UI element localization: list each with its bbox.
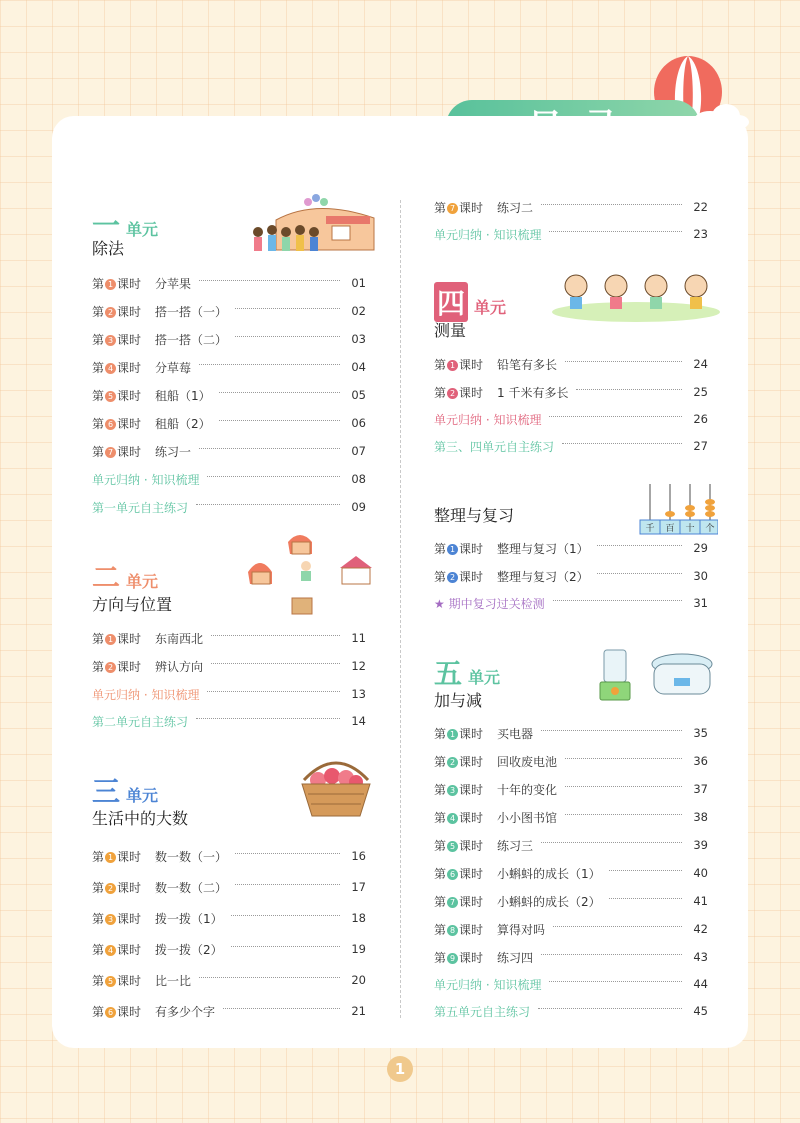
- lesson-title: 小蝌蚪的成长（1）: [497, 866, 601, 881]
- lesson-title: 1 千米有多长: [497, 385, 569, 400]
- dot-leader: [549, 981, 682, 982]
- page-number: 22: [693, 200, 708, 214]
- toc-row[interactable]: 第 6 课时 有多少个字 21: [92, 1004, 366, 1019]
- page-number: 45: [693, 1004, 708, 1018]
- lesson-title: 练习一: [155, 444, 192, 459]
- unit-2-label: 单元: [126, 572, 159, 591]
- toc-row-summary[interactable]: [434, 226, 708, 242]
- lesson-number-badge: 1: [447, 729, 458, 740]
- unit-5-heading: [434, 652, 500, 692]
- toc-row-practice[interactable]: [434, 1003, 708, 1019]
- practice-title: 第三、四单元自主练习: [434, 439, 555, 454]
- page-number: 38: [693, 810, 708, 824]
- column-divider: [400, 200, 401, 1018]
- page-number: 18: [351, 911, 366, 925]
- page-number: 20: [351, 973, 366, 987]
- page-number: 05: [351, 388, 366, 402]
- abacus-label: 十: [685, 524, 695, 534]
- dot-leader: [231, 946, 340, 947]
- dot-leader: [235, 853, 340, 854]
- toc-row[interactable]: 第 5 课时 比一比 20: [92, 973, 366, 988]
- lesson-title: 回收废电池: [497, 754, 558, 769]
- summary-title: 单元归纳 · 知识梳理: [434, 227, 542, 242]
- page-number: 24: [693, 357, 708, 371]
- dot-leader: [597, 573, 682, 574]
- toc-row[interactable]: 第 4 课时 分草莓 04: [92, 360, 366, 375]
- blender-rice-cooker-icon: [598, 648, 718, 704]
- toc-row[interactable]: 第 3 课时 拨一拨（1） 18: [92, 911, 366, 926]
- unit-2-name: 方向与位置: [92, 595, 173, 614]
- unit-4-number: 四: [434, 282, 468, 322]
- lesson-title: 搭一搭（二）: [155, 332, 228, 347]
- dot-leader: [199, 448, 340, 449]
- dot-leader: [538, 1008, 682, 1009]
- lesson-title: 租船（1）: [155, 388, 211, 403]
- toc-row[interactable]: 第 5 课时 练习三 39: [434, 838, 708, 853]
- page-number: 06: [351, 416, 366, 430]
- lesson-number-badge: 7: [447, 897, 458, 908]
- toc-row[interactable]: 第 2 课时 1 千米有多长 25: [434, 385, 708, 400]
- page-number-badge: 1: [387, 1056, 413, 1082]
- dot-leader: [207, 691, 340, 692]
- dot-leader: [231, 915, 340, 916]
- page-number: 42: [693, 922, 708, 936]
- page-number: 02: [351, 304, 366, 318]
- dot-leader: [541, 204, 682, 205]
- lesson-number-badge: 5: [105, 976, 116, 987]
- page-number: 11: [351, 631, 366, 645]
- toc-row[interactable]: 第 6 课时 小蝌蚪的成长（1） 40: [434, 866, 708, 881]
- lesson-title: 练习二: [497, 200, 534, 215]
- page-number: 17: [351, 880, 366, 894]
- lesson-number-badge: 2: [105, 662, 116, 673]
- lesson-title: 拨一拨（1）: [155, 911, 223, 926]
- lesson-number-badge: 4: [447, 813, 458, 824]
- lesson-number-badge: 1: [105, 634, 116, 645]
- unit-3-number: 三: [92, 775, 121, 808]
- page-number: 04: [351, 360, 366, 374]
- toc-row-summary[interactable]: [434, 411, 708, 427]
- lesson-title: 东南西北: [155, 631, 204, 646]
- page-number: 13: [351, 687, 366, 701]
- abacus-label: 个: [705, 524, 715, 534]
- toc-row[interactable]: 第 1 课时 整理与复习（1） 29: [434, 541, 708, 556]
- toc-row[interactable]: 第 2 课时 整理与复习（2） 30: [434, 569, 708, 584]
- lesson-number-badge: 8: [447, 925, 458, 936]
- toc-row[interactable]: 第 5 课时 租船（1） 05: [92, 388, 366, 403]
- lesson-title: 练习四: [497, 950, 534, 965]
- unit-3-name: 生活中的大数: [92, 809, 189, 828]
- toc-row-summary[interactable]: [434, 976, 708, 992]
- lesson-title: 辨认方向: [155, 659, 204, 674]
- unit-4-label: 单元: [474, 298, 507, 317]
- toc-row-practice[interactable]: [434, 438, 708, 454]
- lesson-number-badge: 2: [105, 307, 116, 318]
- houses-map-icon: [246, 532, 376, 624]
- lesson-title: 租船（2）: [155, 416, 211, 431]
- lesson-number-badge: 6: [105, 419, 116, 430]
- page-number: 14: [351, 714, 366, 728]
- dot-leader: [553, 600, 682, 601]
- dot-leader: [565, 361, 682, 362]
- midterm-test-title: ★ 期中复习过关检测: [434, 596, 545, 611]
- page-number: 40: [693, 866, 708, 880]
- lesson-number-badge: 9: [447, 953, 458, 964]
- practice-title: 第二单元自主练习: [92, 714, 189, 729]
- toc-row[interactable]: 第 1 课时 买电器 35: [434, 726, 708, 741]
- abacus-label: 百: [665, 524, 675, 534]
- page-number: 16: [351, 849, 366, 863]
- dot-leader: [196, 504, 340, 505]
- toc-row-practice[interactable]: [92, 713, 366, 729]
- apple-basket-icon: [298, 760, 374, 818]
- unit-3-heading: [92, 770, 158, 810]
- toc-row[interactable]: 第 8 课时 算得对吗 42: [434, 922, 708, 937]
- toc-row[interactable]: 第 2 课时 搭一搭（一） 02: [92, 304, 366, 319]
- toc-row[interactable]: 第 4 课时 小小图书馆 38: [434, 810, 708, 825]
- page-number: 44: [693, 977, 708, 991]
- dot-leader: [541, 954, 682, 955]
- lesson-number-badge: 4: [105, 363, 116, 374]
- unit-5-name: 加与减: [434, 691, 483, 710]
- dot-leader: [565, 814, 682, 815]
- abacus-label: 千: [645, 524, 655, 534]
- page-number: 37: [693, 782, 708, 796]
- lesson-number-badge: 5: [105, 391, 116, 402]
- dot-leader: [199, 280, 340, 281]
- summary-title: 单元归纳 · 知识梳理: [92, 687, 200, 702]
- page-number: 41: [693, 894, 708, 908]
- toc-row-summary[interactable]: [92, 686, 366, 702]
- dot-leader: [235, 336, 340, 337]
- page-number: 21: [351, 1004, 366, 1018]
- unit-4-name: 测量: [434, 321, 467, 340]
- toc-row-midterm-test[interactable]: [434, 595, 708, 611]
- toc-row[interactable]: 第 6 课时 租船（2） 06: [92, 416, 366, 431]
- dot-leader: [199, 364, 340, 365]
- lesson-number-badge: 2: [105, 883, 116, 894]
- dot-leader: [211, 663, 340, 664]
- lesson-number-badge: 4: [105, 945, 116, 956]
- page-number: 12: [351, 659, 366, 673]
- page-number: 23: [693, 227, 708, 241]
- lesson-number-badge: 2: [447, 572, 458, 583]
- lesson-title: 分草莓: [155, 360, 192, 375]
- lesson-number-badge: 1: [447, 544, 458, 555]
- toc-row[interactable]: 第 4 课时 拨一拨（2） 19: [92, 942, 366, 957]
- lesson-number-badge: 3: [447, 785, 458, 796]
- lesson-title: 比一比: [155, 973, 192, 988]
- dot-leader: [565, 758, 682, 759]
- lesson-title: 小小图书馆: [497, 810, 558, 825]
- dot-leader: [576, 389, 682, 390]
- lesson-number-badge: 3: [105, 335, 116, 346]
- summary-title: 单元归纳 · 知识梳理: [434, 977, 542, 992]
- lesson-number-badge: 7: [447, 203, 458, 214]
- page-number: 30: [693, 569, 708, 583]
- dot-leader: [207, 476, 340, 477]
- page-number: 08: [351, 472, 366, 486]
- lesson-title: 数一数（一）: [155, 849, 228, 864]
- toc-row[interactable]: 第 7 课时 练习二 22: [434, 200, 708, 215]
- dot-leader: [211, 635, 340, 636]
- unit-1-name: 除法: [92, 239, 125, 258]
- toc-row[interactable]: 第 3 课时 搭一搭（二） 03: [92, 332, 366, 347]
- review-section-name: 整理与复习: [434, 506, 515, 525]
- dot-leader: [235, 884, 340, 885]
- page-number: 09: [351, 500, 366, 514]
- lesson-title: 铅笔有多长: [497, 357, 558, 372]
- dot-leader: [541, 730, 682, 731]
- toc-row[interactable]: 第 2 课时 回收废电池 36: [434, 754, 708, 769]
- lesson-number-badge: 2: [447, 757, 458, 768]
- toc-row[interactable]: 第 2 课时 数一数（二） 17: [92, 880, 366, 895]
- lesson-number-badge: 3: [105, 914, 116, 925]
- toc-row[interactable]: 第 1 课时 数一数（一） 16: [92, 849, 366, 864]
- page-number: 03: [351, 332, 366, 346]
- lesson-number-badge: 6: [105, 1007, 116, 1018]
- unit-1-label: 单元: [126, 220, 159, 239]
- dot-leader: [609, 898, 682, 899]
- lesson-number-badge: 2: [447, 388, 458, 399]
- summary-title: 单元归纳 · 知识梳理: [92, 472, 200, 487]
- practice-title: 第一单元自主练习: [92, 500, 189, 515]
- page-number: 36: [693, 754, 708, 768]
- page-number: 43: [693, 950, 708, 964]
- unit-1-number: 一: [92, 209, 121, 242]
- unit-5-label: 单元: [468, 668, 501, 687]
- dot-leader: [565, 786, 682, 787]
- dot-leader: [549, 416, 682, 417]
- lesson-title: 搭一搭（一）: [155, 304, 228, 319]
- dot-leader: [553, 926, 682, 927]
- dot-leader: [235, 308, 340, 309]
- lesson-title: 算得对吗: [497, 922, 546, 937]
- dot-leader: [597, 545, 682, 546]
- unit-5-number: 五: [434, 657, 463, 690]
- dot-leader: [219, 420, 340, 421]
- page-number: 01: [351, 276, 366, 290]
- page-number: 07: [351, 444, 366, 458]
- page-number: 25: [693, 385, 708, 399]
- lesson-title: 十年的变化: [497, 782, 558, 797]
- dot-leader: [223, 1008, 340, 1009]
- toc-row[interactable]: 第 7 课时 练习一 07: [92, 444, 366, 459]
- lesson-title: 有多少个字: [155, 1004, 216, 1019]
- lesson-title: 买电器: [497, 726, 534, 741]
- toc-row[interactable]: 第 1 课时 东南西北 11: [92, 631, 366, 646]
- toc-row[interactable]: 第 1 课时 分苹果 01: [92, 276, 366, 291]
- page-number: 26: [693, 412, 708, 426]
- page-number: 19: [351, 942, 366, 956]
- toc-row[interactable]: 第 3 课时 十年的变化 37: [434, 782, 708, 797]
- lesson-title: 拨一拨（2）: [155, 942, 223, 957]
- toc-row[interactable]: 第 1 课时 铅笔有多长 24: [434, 357, 708, 372]
- lesson-number-badge: 6: [447, 869, 458, 880]
- dot-leader: [219, 392, 340, 393]
- children-at-kiosk-icon: [246, 190, 378, 260]
- lesson-title: 整理与复习（1）: [497, 541, 589, 556]
- dot-leader: [541, 842, 682, 843]
- dot-leader: [549, 231, 682, 232]
- toc-row-summary[interactable]: [92, 471, 366, 487]
- unit-3-label: 单元: [126, 786, 159, 805]
- lesson-title: 分苹果: [155, 276, 192, 291]
- lesson-number-badge: 7: [105, 447, 116, 458]
- unit-4-heading: [434, 282, 506, 322]
- lesson-title: 小蝌蚪的成长（2）: [497, 894, 601, 909]
- lesson-number-badge: 1: [447, 360, 458, 371]
- dot-leader: [609, 870, 682, 871]
- page-number: 29: [693, 541, 708, 555]
- toc-row[interactable]: 第 9 课时 练习四 43: [434, 950, 708, 965]
- page-number: 35: [693, 726, 708, 740]
- page-number: 39: [693, 838, 708, 852]
- summary-title: 单元归纳 · 知识梳理: [434, 412, 542, 427]
- lesson-number-badge: 5: [447, 841, 458, 852]
- toc-row[interactable]: 第 2 课时 辨认方向 12: [92, 659, 366, 674]
- children-running-icon: [550, 268, 720, 324]
- unit-2-number: 二: [92, 561, 121, 594]
- lesson-title: 练习三: [497, 838, 534, 853]
- abacus-icon: [630, 484, 718, 536]
- dot-leader: [562, 443, 682, 444]
- dot-leader: [199, 977, 340, 978]
- toc-row[interactable]: 第 7 课时 小蝌蚪的成长（2） 41: [434, 894, 708, 909]
- unit-2-heading: [92, 556, 158, 596]
- lesson-number-badge: 1: [105, 852, 116, 863]
- page-number: 27: [693, 439, 708, 453]
- practice-title: 第五单元自主练习: [434, 1004, 531, 1019]
- lesson-title: 整理与复习（2）: [497, 569, 589, 584]
- page-number: 31: [693, 596, 708, 610]
- toc-row-practice[interactable]: [92, 499, 366, 515]
- lesson-title: 数一数（二）: [155, 880, 228, 895]
- dot-leader: [196, 718, 340, 719]
- lesson-number-badge: 1: [105, 279, 116, 290]
